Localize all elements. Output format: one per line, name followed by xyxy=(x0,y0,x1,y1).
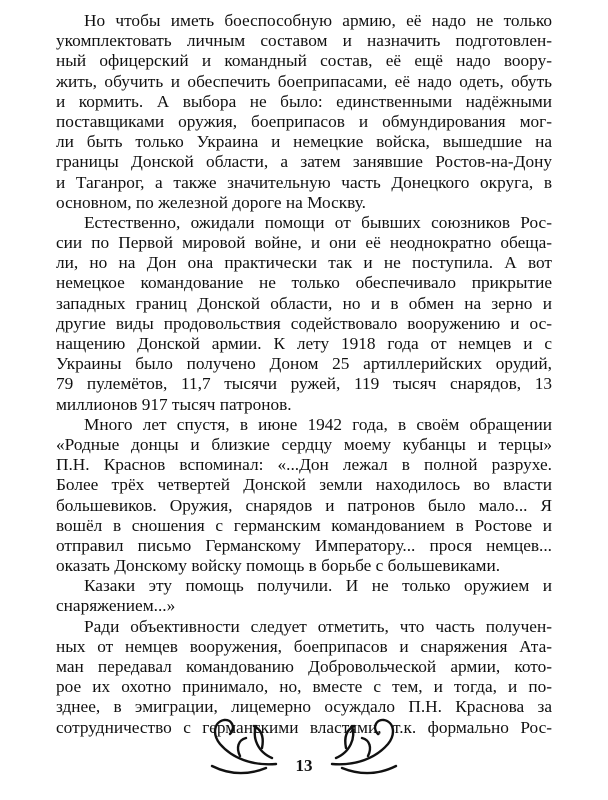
paragraph-3 xyxy=(56,415,552,577)
text-line: вошёл в сношения с германским командованием в Ростове и xyxy=(56,515,552,535)
text-line: Много лет спустя, в июне 1942 года, в своём обращении xyxy=(84,414,552,434)
text-line: отправил письмо Германскому Императору... прося немцев... xyxy=(56,535,552,555)
text-line: миллионов 917 тысяч патронов. xyxy=(56,394,292,414)
text-line: границы Донской области, а затем занявшие Ростов-на-Дону xyxy=(56,152,552,172)
left-flourish-icon xyxy=(212,720,276,773)
page-number: 13 xyxy=(295,756,313,775)
text-line: ман передавал командованию Добровольческой армии, кото- xyxy=(56,657,552,676)
text-line: Ради объективности следует отметить, что часть получен- xyxy=(84,616,552,636)
text-line: сии по Первой мировой войне, и они её неоднократно обеща- xyxy=(56,233,552,253)
text-line: ных от немцев вооружения, боеприпасов и снаряжения Ата- xyxy=(56,636,552,656)
paragraph-4 xyxy=(56,576,552,616)
body-text xyxy=(56,11,552,738)
text-line: и кормить. А выбора не было: единственными надёжными xyxy=(56,91,552,111)
text-line: нащению Донской армии. К лету 1918 года от немцев и с xyxy=(56,334,552,353)
text-line: рое их охотно принимало, но, вместе с тем, и тогда, и по- xyxy=(56,677,552,697)
paragraph-1 xyxy=(56,11,552,213)
text-line: сотрудничество с германскими властями, т.к. формально Рос- xyxy=(56,717,552,737)
page-ornament xyxy=(0,708,608,788)
paragraph-2 xyxy=(56,213,552,415)
text-line: ли быть только Украина и немецкие войска, вышедшие на xyxy=(56,132,552,152)
text-line: и Таганрог, а также значительную часть Донецкого округа, в xyxy=(56,172,552,192)
text-line: основном, по железной дороге на Москву. xyxy=(56,192,366,212)
text-line: Но чтобы иметь боеспособную армию, её надо не только xyxy=(84,11,552,30)
text-line: западных границ Донской области, но и в обмен на зерно и xyxy=(56,293,552,313)
text-line: другие виды продовольствия содействовало вооружению и ос- xyxy=(56,313,552,333)
text-line: жить, обучить и обеспечить боеприпасами, её надо одеть, обуть xyxy=(56,71,552,91)
text-line: немецкое командование не только обеспечивало прикрытие xyxy=(56,273,552,293)
right-flourish-icon xyxy=(332,720,396,773)
text-line: оказать Донскому войску помощь в борьбе с большевиками. xyxy=(56,556,501,576)
text-line: Более трёх четвертей Донской земли находилось во власти xyxy=(56,475,552,495)
text-line: зднее, в эмиграции, лицемерно осуждало П.Н. Краснова за xyxy=(56,697,552,717)
text-line: ный офицерский и командный состав, её ещё надо воору- xyxy=(56,51,552,71)
text-line: поставщиками оружия, боеприпасов и обмундирования мог- xyxy=(56,111,552,131)
text-line: Казаки эту помощь получили. И не только оружием и xyxy=(84,576,552,596)
text-line: 79 пулемётов, 11,7 тысячи ружей, 119 тысяч снарядов, 13 xyxy=(56,374,552,394)
text-line: ли, но на Дон она практически так и не поступила. А вот xyxy=(56,253,552,273)
text-line: «Родные донцы и близкие сердцу моему кубанцы и терцы» xyxy=(56,434,552,454)
text-line: большевиков. Оружия, снарядов и патронов было мало... Я xyxy=(56,495,552,515)
text-line: Естественно, ожидали помощи от бывших союзников Рос- xyxy=(84,212,552,232)
text-line: снаряжением...» xyxy=(56,596,176,616)
text-line: укомплектовать личным составом и назначить подготовлен- xyxy=(56,31,552,51)
text-line: Украины было получено Доном 25 артиллерийских орудий, xyxy=(56,354,552,374)
text-line: П.Н. Краснов вспоминал: «...Дон лежал в полной разрухе. xyxy=(56,455,552,475)
